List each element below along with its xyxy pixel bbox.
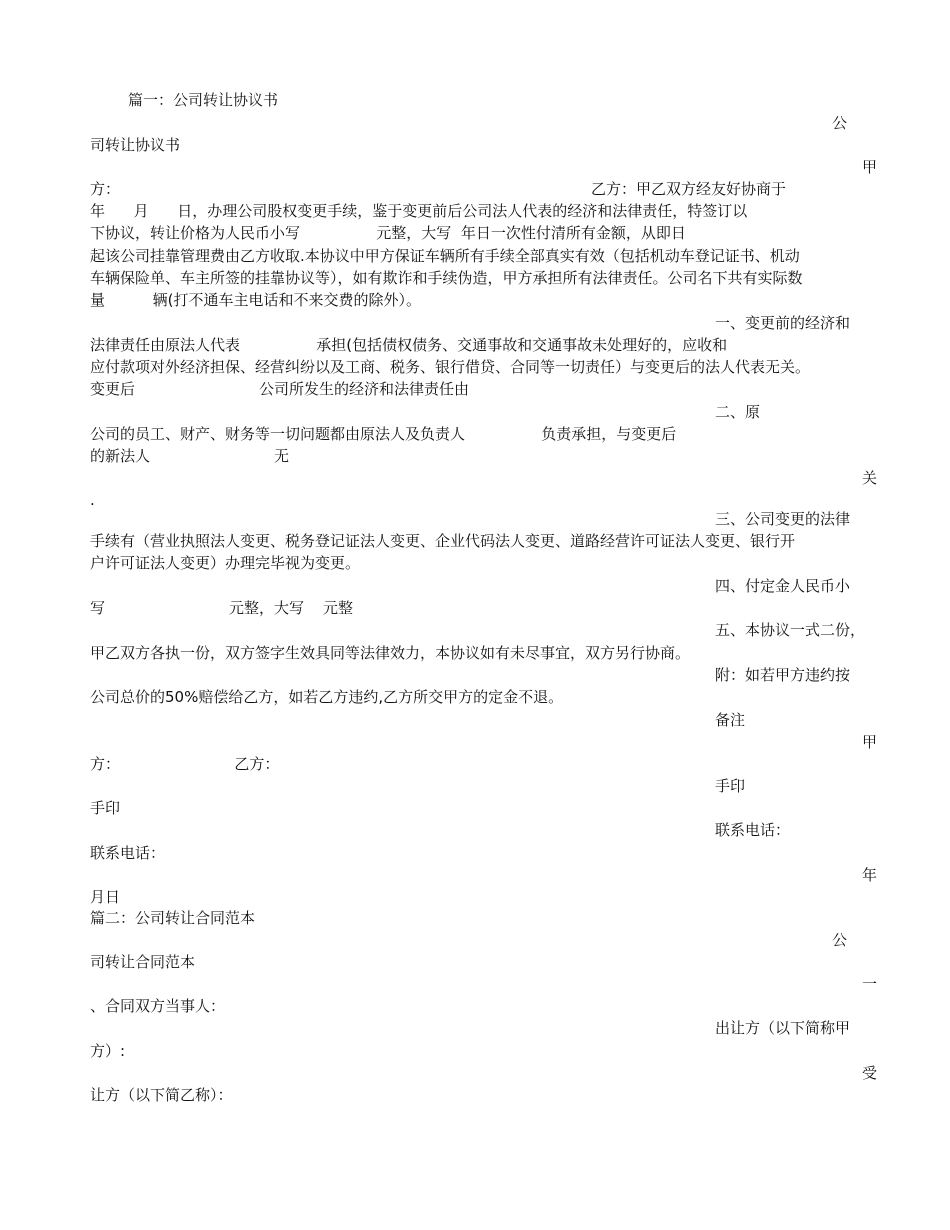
text-line: 变更后 公司所发生的经济和法律责任由 (90, 380, 469, 398)
text-line: 司转让合同范本 (90, 953, 196, 971)
fingerprint-label: 手印 (90, 799, 121, 817)
text-line: 让方（以下简乙称）： (90, 1086, 233, 1104)
clause-heading: 一、变更前的经济和 (715, 314, 851, 332)
text-line: 出让方（以下简称甲 (715, 1019, 851, 1037)
section-title-2: 篇二：公司转让合同范本 (90, 909, 256, 927)
clause-heading: 五、本协议一式二份， (715, 621, 866, 639)
text-line: 下协议，转让价格为人民币小写 元整，大写 年日一次性付清所有金额，从即日 (90, 224, 686, 242)
text-line: 甲 (862, 733, 878, 751)
date-label: 月日 (90, 888, 121, 906)
text-line: 受 (862, 1064, 878, 1082)
signature-parties: 方： 乙方： (90, 755, 280, 773)
clause-heading: 附：如若甲方违约按 (715, 666, 851, 684)
text-line: 公 (832, 114, 848, 132)
clause-heading: 二、原 (715, 403, 761, 421)
text-line: 年 月 日，办理公司股权变更手续，鉴于变更前后公司法人代表的经济和法律责任，特签订以 (90, 202, 748, 220)
text-line: 司转让协议书 (90, 136, 181, 154)
text-line: 甲乙双方各执一份，双方签字生效具同等法律效力，本协议如有未尽事宜，双方另行协商。 (90, 644, 691, 662)
text-line: 关 (862, 469, 878, 487)
text-line: 甲 (862, 158, 878, 176)
text-line: 公司总价的50%赔偿给乙方，如若乙方违约,乙方所交甲方的定金不退。 (90, 688, 564, 706)
text-line: 户许可证法人变更）办理完毕视为变更。 (90, 554, 361, 572)
phone-label: 联系电话： (715, 821, 791, 839)
text-line: 、合同双方当事人： (90, 997, 226, 1015)
remarks-label: 备注 (715, 711, 746, 729)
fingerprint-label: 手印 (715, 777, 746, 795)
text-line: 年 (862, 866, 878, 884)
text-line: 起该公司挂靠管理费由乙方收取.本协议中甲方保证车辆所有手续全部真实有效（包括机动车登记证书、机动 (90, 247, 800, 265)
text-line: 公 (832, 931, 848, 949)
text-line: 方）: (90, 1042, 126, 1060)
text-line: 写 元整，大写 元整 (90, 599, 354, 617)
text-line: 车辆保险单、车主所签的挂靠协议等），如有欺诈和手续伪造，甲方承担所有法律责任。公司名下共有实际数 (90, 269, 803, 287)
text-line: 应付款项对外经济担保、经营纠纷以及工商、税务、银行借贷、合同等一切责任）与变更后的法人代表无关。 (90, 358, 811, 376)
text-line: 公司的员工、财产、财务等一切问题都由原法人及负责人 负责承担，与变更后 (90, 425, 677, 443)
text-line: 量 辆(打不通车主电话和不来交费的除外）。 (90, 291, 422, 309)
text-line: 的新法人 无 (90, 447, 289, 465)
phone-label: 联系电话： (90, 844, 166, 862)
text-line: 法律责任由原法人代表 承担(包括债权债务、交通事故和交通事故未处理好的，应收和 (90, 336, 728, 354)
party-a-label: 方： (90, 180, 121, 198)
section-title-1: 篇一：公司转让协议书 (128, 91, 279, 109)
party-b-label: 乙方：甲乙双方经友好协商于 (591, 180, 787, 198)
text-line: 手续有（营业执照法人变更、税务登记证法人变更、企业代码法人变更、道路经营许可证法人变更、银行开 (90, 532, 796, 550)
party-line (90, 179, 787, 199)
text-line: 一 (862, 975, 878, 993)
clause-heading: 四、付定金人民币小 (715, 577, 851, 595)
clause-heading: 三、公司变更的法律 (715, 510, 851, 528)
text-line: . (90, 491, 95, 509)
